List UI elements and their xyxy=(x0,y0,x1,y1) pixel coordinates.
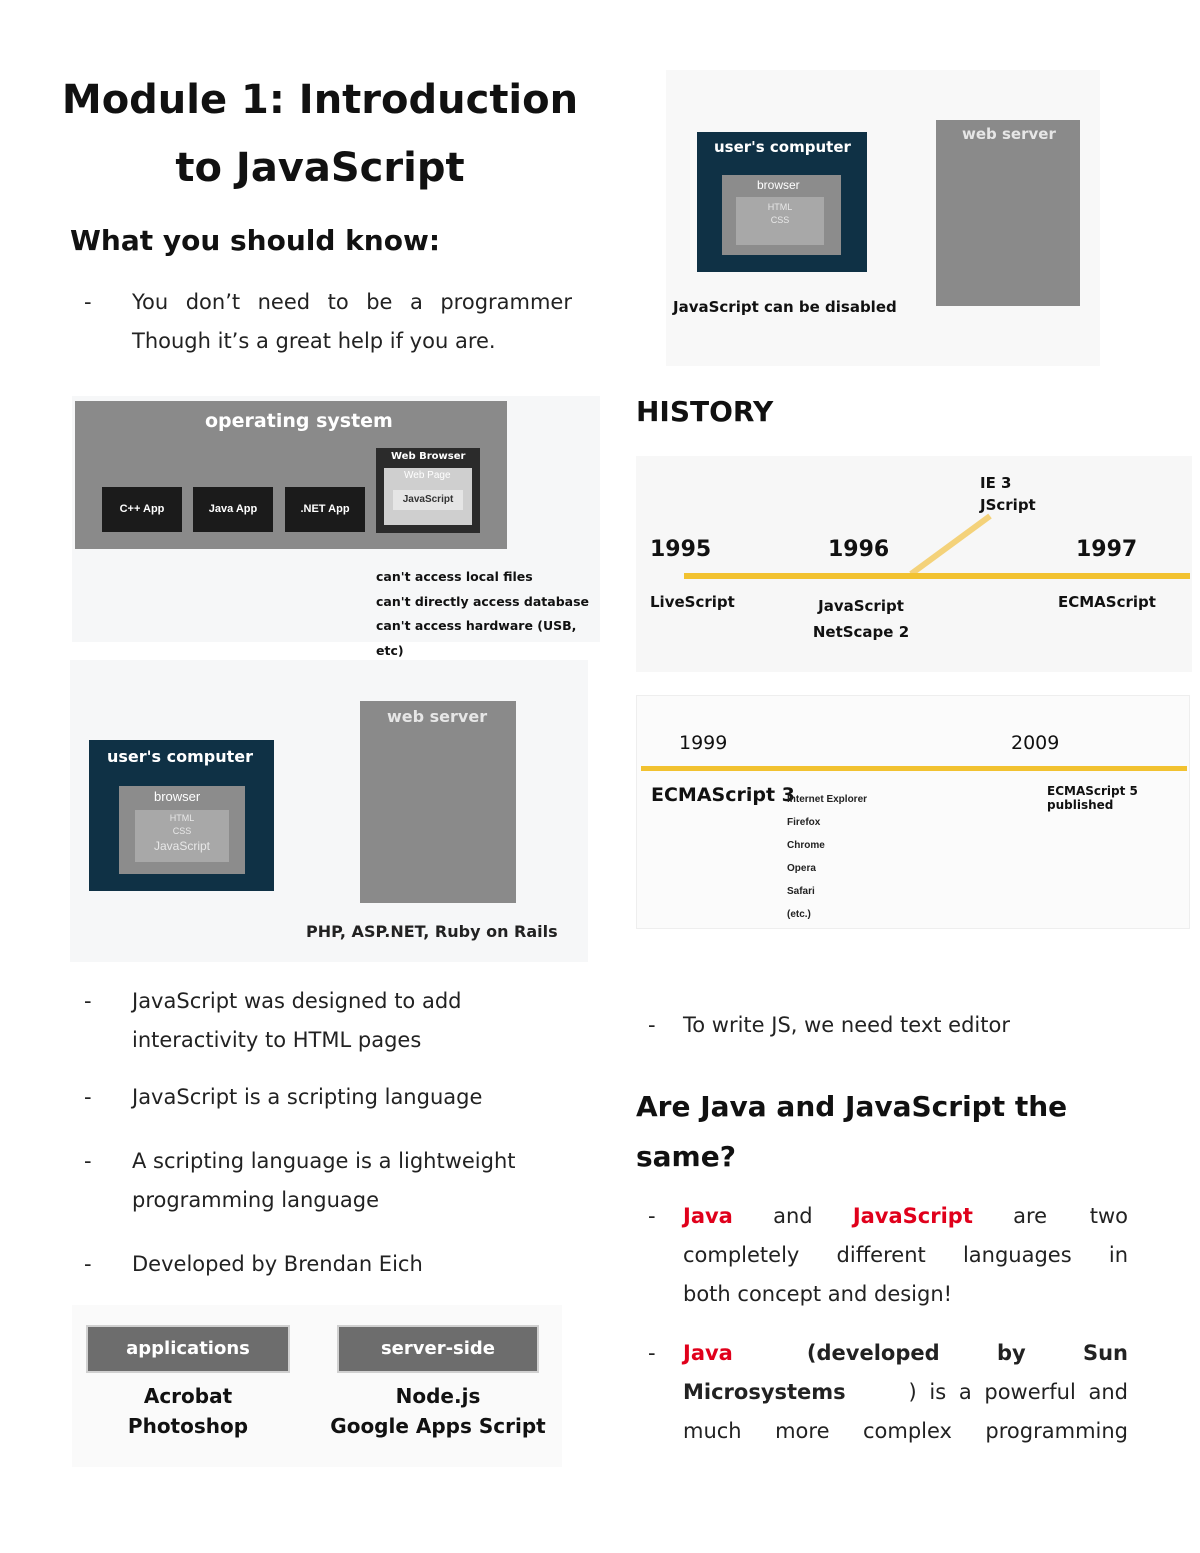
bullet-line: completely different languages in xyxy=(683,1243,1128,1267)
ie-text: IE 3 xyxy=(980,474,1012,492)
disabled-note: JavaScript can be disabled xyxy=(673,298,897,316)
client-server-diagram-2 xyxy=(666,70,1100,366)
bullet-line xyxy=(683,1334,1128,1373)
browser-item: Chrome xyxy=(787,840,825,851)
year-2009: 2009 xyxy=(1011,732,1060,754)
javascript-keyword: JavaScript xyxy=(852,1204,973,1228)
heading-line: Are Java and JavaScript the xyxy=(636,1090,1068,1123)
ie-label xyxy=(980,472,1036,516)
content-box xyxy=(135,810,229,862)
web-browser-label: Web Browser xyxy=(391,451,466,462)
app-box-net: .NET App xyxy=(285,487,365,532)
bullet-java-sun xyxy=(648,1334,1130,1454)
timeline-bar xyxy=(641,766,1187,771)
server-tech-label: PHP, ASP.NET, Ruby on Rails xyxy=(306,922,558,941)
bullet-text: Though it’s a great help if you are. xyxy=(132,329,496,353)
bullet-text: You don’t need to be a programmer xyxy=(132,290,572,314)
browser-label: browser xyxy=(154,789,201,804)
browser-label: browser xyxy=(757,178,800,192)
bullet-text: programming language xyxy=(132,1188,380,1212)
usage-diagram xyxy=(72,1305,562,1467)
html-label: HTML xyxy=(767,202,793,212)
bullet-dash: - xyxy=(648,1204,656,1228)
year-1996: 1996 xyxy=(828,537,890,562)
bullet-scripting xyxy=(84,1078,574,1118)
javascript-label: JavaScript xyxy=(153,839,211,853)
section-heading-know: What you should know: xyxy=(70,224,441,257)
browser-list xyxy=(787,788,867,926)
bullet-text: JavaScript was designed to add xyxy=(132,989,462,1013)
bullet-text: Developed by Brendan Eich xyxy=(132,1252,423,1276)
bullet-text: To write JS, we need text editor xyxy=(683,1013,1010,1037)
bullet-interactivity xyxy=(84,982,574,1062)
bullet-different xyxy=(648,1197,1130,1317)
netscape-text: NetScape 2 xyxy=(812,623,910,641)
bullet-dash: - xyxy=(84,290,92,314)
bullet-dash: - xyxy=(84,1085,92,1109)
java-keyword: Java xyxy=(683,1341,733,1365)
app-box-java: Java App xyxy=(193,487,273,532)
bullet-word: are two xyxy=(1013,1204,1128,1228)
bullet-word: and xyxy=(773,1204,813,1228)
css-label: CSS xyxy=(172,826,192,836)
limit-item: can't access local files xyxy=(376,569,533,584)
heading-line: same? xyxy=(636,1140,736,1173)
app-box-cpp: C++ App xyxy=(102,487,182,532)
limits-list xyxy=(376,565,600,663)
server-item: Google Apps Script xyxy=(330,1414,546,1438)
timeline-2 xyxy=(636,695,1190,929)
timeline-1 xyxy=(636,456,1192,672)
bullet-line: both concept and design! xyxy=(683,1282,953,1306)
limit-item: can't directly access database xyxy=(376,593,590,609)
bullet-dash: - xyxy=(84,1252,92,1276)
browser-item: Safari xyxy=(787,886,815,897)
bullet-lightweight xyxy=(84,1142,574,1222)
content-box xyxy=(736,197,824,245)
server-item: Node.js xyxy=(395,1384,481,1408)
page-title xyxy=(60,66,580,202)
page-title-line2: to JavaScript xyxy=(175,145,465,191)
bullet-dash: - xyxy=(648,1341,656,1365)
browser-item: (etc.) xyxy=(787,909,811,920)
bullet-word: (developed by Sun xyxy=(806,1341,1128,1365)
ecmascript3-label: ECMAScript 3 xyxy=(651,784,795,806)
html-label: HTML xyxy=(169,813,195,823)
bullet-dash: - xyxy=(648,1013,656,1037)
ecmascript-label: ECMAScript xyxy=(1058,593,1156,611)
bullet-eich xyxy=(84,1245,574,1285)
section-heading-same xyxy=(636,1082,1067,1182)
year-1995: 1995 xyxy=(650,537,712,562)
year-1997: 1997 xyxy=(1076,537,1138,562)
livescript-label: LiveScript xyxy=(650,593,735,611)
bullet-text-editor xyxy=(648,1006,1138,1046)
applications-header xyxy=(86,1325,290,1373)
server-side-items xyxy=(322,1381,554,1441)
bullet-line xyxy=(683,1373,1128,1412)
bullet-dash: - xyxy=(84,989,92,1013)
bullet-text: A scripting language is a lightweight xyxy=(132,1149,516,1173)
ie-branch-stroke xyxy=(911,516,990,574)
applications-label: applications xyxy=(126,1338,250,1359)
web-server-box xyxy=(936,120,1080,306)
page-title-line1: Module 1: Introduction xyxy=(61,77,579,123)
javascript-text: JavaScript xyxy=(818,597,904,615)
web-page-box xyxy=(384,468,472,525)
java-keyword: Java xyxy=(683,1204,733,1228)
ecmascript5-label: ECMAScript 5 published xyxy=(1047,784,1138,812)
bullet-text: JavaScript is a scripting language xyxy=(132,1085,483,1109)
javascript-netscape-label xyxy=(806,593,916,645)
web-server-box xyxy=(360,701,516,903)
client-server-diagram xyxy=(70,660,588,962)
bullet-line xyxy=(683,1197,1128,1236)
web-server-label: web server xyxy=(387,707,488,726)
users-computer-box xyxy=(89,740,274,891)
bullet-text: interactivity to HTML pages xyxy=(132,1028,422,1052)
css-label: CSS xyxy=(770,215,790,225)
bullet-line: much more complex programming xyxy=(683,1419,1128,1443)
browser-box xyxy=(722,175,841,255)
app-item: Acrobat xyxy=(143,1384,233,1408)
web-browser-box xyxy=(376,448,480,533)
os-box xyxy=(75,401,507,549)
year-1999: 1999 xyxy=(679,732,728,754)
jscript-text: JScript xyxy=(980,496,1036,514)
browser-item: Opera xyxy=(787,863,816,874)
users-computer-box xyxy=(697,132,867,272)
bullet-word: Microsystems xyxy=(683,1380,846,1404)
os-diagram xyxy=(72,396,600,658)
timeline-bar xyxy=(684,573,1190,579)
applications-items xyxy=(86,1381,290,1441)
web-page-label: Web Page xyxy=(404,470,451,481)
app-item: Photoshop xyxy=(127,1414,249,1438)
users-computer-label: user's computer xyxy=(714,138,851,156)
web-server-label: web server xyxy=(962,125,1056,143)
os-label: operating system xyxy=(205,410,393,432)
browser-item: Firefox xyxy=(787,817,821,828)
section-heading-history: HISTORY xyxy=(636,395,774,428)
bullet-programmer xyxy=(84,283,574,363)
bullet-word: ) is a powerful and xyxy=(908,1380,1128,1404)
bullet-dash: - xyxy=(84,1149,92,1173)
limit-item: can't access hardware (USB, etc) xyxy=(376,618,577,658)
javascript-box: JavaScript xyxy=(393,490,463,510)
server-side-label: server-side xyxy=(380,1338,496,1359)
browser-box xyxy=(119,786,245,874)
server-side-header xyxy=(337,1325,539,1373)
browser-item: Internet Explorer xyxy=(787,794,868,805)
users-computer-label: user's computer xyxy=(107,747,254,766)
